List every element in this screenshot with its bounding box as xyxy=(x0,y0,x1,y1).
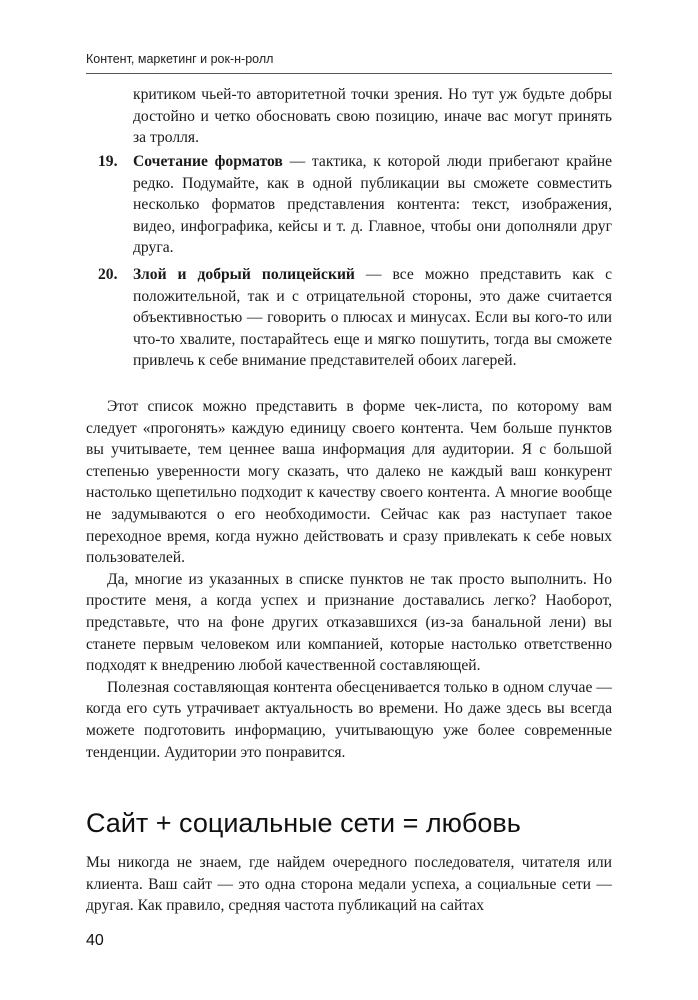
list-item-20 xyxy=(86,264,612,372)
running-head: Контент, маркетинг и рок-н-ролл xyxy=(86,52,274,66)
paragraph: Полезная составляющая контента обесценивается только в одном случае — когда его суть утрачивает актуальность во времени. Но даже здесь вы всегда можете подготовить информацию, учитывающую уже более современные тенденции. Аудитории это понравится. xyxy=(86,678,612,761)
paragraph: Да, многие из указанных в списке пунктов не так просто выполнить. Но простите меня, а когда успех и признание доставались легко? Наоборот, представьте, что на фоне других отказавшихся (из-за банальной лени) вы станете первым человеком или компанией, которые настолько ответственно подходят к внедрению любой качественной составляющей. xyxy=(86,570,612,675)
list-item-term: Сочетание форматов xyxy=(133,153,283,170)
list-item-number: 19. xyxy=(98,153,118,170)
list-item-number: 20. xyxy=(98,266,118,283)
list-continuation: критиком чьей-то авторитетной точки зрения. Но тут уж будьте добры достойно и четко обосновать свою позицию, иначе вас могут принять за тролля. xyxy=(133,86,612,147)
page-number: 40 xyxy=(86,932,104,949)
list-item-body xyxy=(133,264,612,372)
body-paragraphs xyxy=(86,396,612,763)
section-title: Сайт + социальные сети = любовь xyxy=(86,808,521,838)
section-paragraph: Мы никогда не знаем, где найдем очередного последователя, читателя или клиента. Ваш сайт — это одна сторона медали успеха, а социальные сети — другая. Как правило, средняя частота публикаций на сайтах xyxy=(86,854,612,915)
list-item-text: — тактика, к которой люди прибегают крайне редко. Подумайте, как в одной публикации вы сможете совместить несколько форматов представления контента: текст, изображения, видео, инфографика, кейсы и т. д. Главное, чтобы они дополняли друг друга. xyxy=(133,153,612,257)
list-item-term: Злой и добрый полицейский xyxy=(133,266,355,283)
list-item-body xyxy=(133,151,612,259)
header-rule xyxy=(86,73,612,74)
paragraph: Этот список можно представить в форме чек-листа, по которому вам следует «прогонять» каждую единицу своего контента. Чем больше пунктов вы учитываете, тем ценнее ваша информация для аудитории. Я с большой степенью уверенности могу сказать, что далеко не каждый ваш конкурент настолько щепетильно подходит к качеству своего контента. А многие вообще не задумываются о его необходимости. Сейчас как раз наступает такое переходное время, когда нужно действовать и сразу привлекать к себе новых пользователей. xyxy=(86,398,612,567)
list-item-19 xyxy=(86,151,612,259)
list-item-text: — все можно представить как с положительной, так и с отрицательной стороны, это даже считается объективностью — говорить о плюсах и минусах. Если вы кого-то или что-то хвалите, постарайтесь еще и мягко пошутить, тогда вы сможете привлечь к себе внимание представителей обоих лагерей. xyxy=(133,266,613,370)
